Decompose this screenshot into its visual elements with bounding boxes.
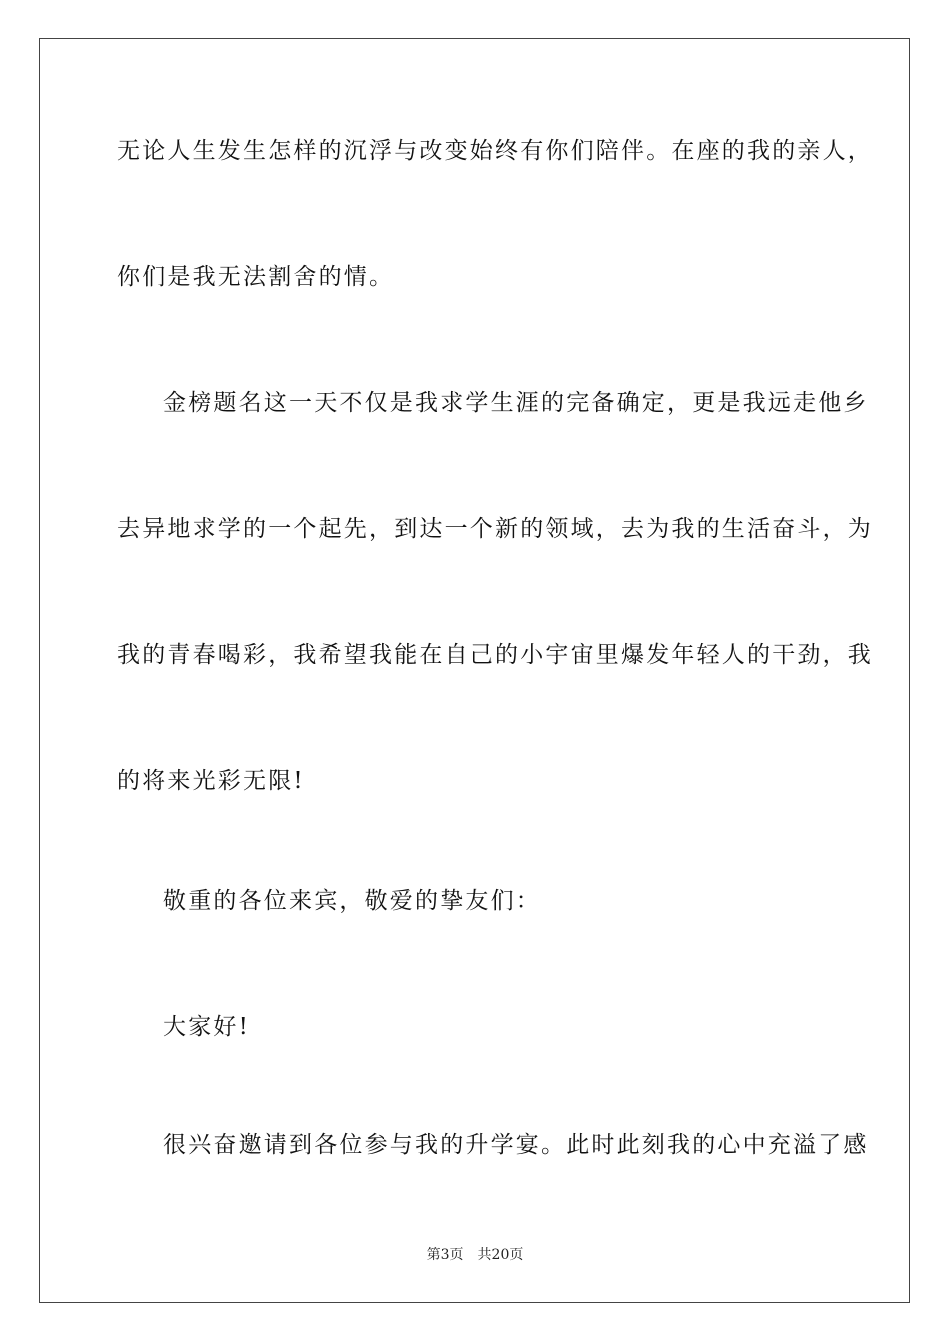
paragraph-line: 金榜题名这一天不仅是我求学生涯的完备确定，更是我远走他乡: [163, 390, 869, 416]
salutation-line: 敬重的各位来宾，敬爱的挚友们：: [163, 888, 541, 914]
paragraph-line: 无论人生发生怎样的沉浮与改变始终有你们陪伴。在座的我的亲人，: [117, 138, 873, 164]
greeting-line: 大家好!: [163, 1014, 251, 1040]
paragraph-line: 去异地求学的一个起先，到达一个新的领域，去为我的生活奋斗，为: [117, 516, 873, 542]
page-footer: [0, 1246, 950, 1264]
paragraph-line: 很兴奋邀请到各位参与我的升学宴。此时此刻我的心中充溢了感: [163, 1132, 869, 1158]
paragraph-line: 你们是我无法割舍的情。: [117, 264, 395, 290]
paragraph-line: 的将来光彩无限!: [117, 768, 305, 794]
paragraph-line: 我的青春喝彩，我希望我能在自己的小宇宙里爆发年轻人的干劲，我: [117, 642, 873, 668]
page-frame: [39, 38, 910, 1303]
page-total: 共20页: [477, 1247, 524, 1263]
page-number: 第3页: [426, 1247, 464, 1263]
